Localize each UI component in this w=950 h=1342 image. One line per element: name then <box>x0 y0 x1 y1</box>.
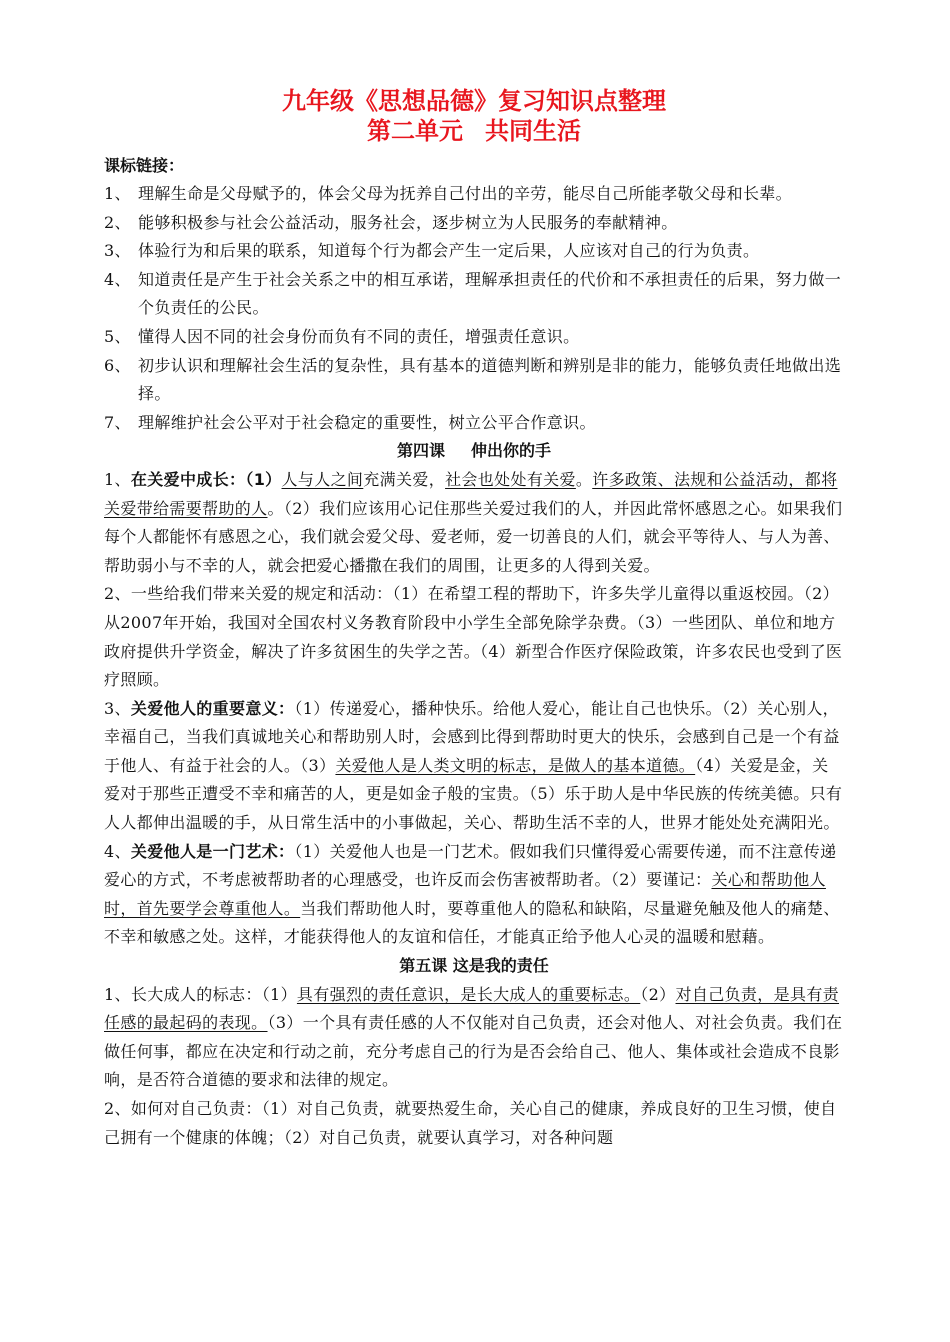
unit-subtitle: 共同生活 <box>485 117 581 145</box>
list-item: 2、 能够积极参与社会公益活动，服务社会，逐步树立为人民服务的奉献精神。 <box>104 212 678 232</box>
list-item: 1、 理解生命是父母赋予的，体会父母为抚养自己付出的辛劳，能尽自己所能孝敬父母和长辈。 <box>104 184 793 203</box>
lesson5-heading: 第五课 这是我的责任 <box>399 956 549 976</box>
lesson4-point-4: 4、关爱他人是一门艺术：（1）关爱他人也是一门艺术。假如我们只懂得爱心需要传递，而不注意传递爱心的方式，不考虑被帮助者的心理感受，也许反而会伤害被帮助者。（2）要谨记：关心和帮助他人时，首先要学会尊重他人。当我们帮助他人时，要尊重他人的隐私和缺陷，尽量避免触及他人的痛楚、不幸和敏感之处。这样，才能获得他人的友谊和信任，才能真正给予他人心灵的温暖和慰藉。 <box>104 841 840 947</box>
list-item: 7、 理解维护社会公平对于社会稳定的重要性，树立公平合作意识。 <box>104 412 596 432</box>
unit-title <box>104 116 844 146</box>
lesson4-point-2: 2、一些给我们带来关爱的规定和活动：（1）在希望工程的帮助下，许多失学儿童得以重返校园。（2）从2007年开始，我国对全国农村义务教育阶段中小学生全部免除学杂费。（3）一些团队、单位和地方政府提供升学资金，解决了许多贫困生的失学之苦。（4）新型合作医疗保险政策，许多农民也受到了医疗照顾。 <box>104 584 843 690</box>
standards-list <box>104 180 844 437</box>
lesson4-point-3: 3、关爱他人的重要意义：（1）传递爱心，播种快乐。给他人爱心，能让自己也快乐。（2）关心别人，幸福自己，当我们真诚地关心和帮助别人时，会感到比得到帮助时更大的快乐，会感到自己是一个有益于他人、有益于社会的人。（3）关爱他人是人类文明的标志，是做人的基本道德。（4）关爱是金，关爱对于那些正遭受不幸和痛苦的人，更是如金子般的宝贵。（5）乐于助人是中华民族的传统美德。只有人人都伸出温暖的手，从日常生活中的小事做起，关心、帮助生活不幸的人，世界才能处处充满阳光。 <box>104 698 843 833</box>
standards-label: 课标链接： <box>104 156 185 175</box>
lesson5-point-1: 1、长大成人的标志：（1）具有强烈的责任意识，是长大成人的重要标志。（2）对自己负责，是具有责任感的最起码的表现。（3）一个具有责任感的人不仅能对自己负责，还会对他人、对社会负责。我们在做任何事，都应在决定和行动之前，充分考虑自己的行为是否会给自己、他人、集体或社会造成不良影响，是否符合道德的要求和法律的规定。 <box>104 984 843 1090</box>
document-title: 九年级《思想品德》复习知识点整理 <box>282 87 666 115</box>
unit-name: 第二单元 <box>367 117 463 145</box>
lesson5-point-2: 2、如何对自己负责：（1）对自己负责，就要热爱生命，关心自己的健康，养成良好的卫生习惯，使自己拥有一个健康的体魄；（2）对自己负责，就要认真学习，对各种问题 <box>104 1099 837 1147</box>
document-page <box>104 86 844 1152</box>
list-item: 5、 懂得人因不同的社会身份而负有不同的责任，增强责任意识。 <box>104 326 580 346</box>
lesson4-heading: 第四课 伸出你的手 <box>396 441 552 461</box>
list-item: 3、 体验行为和后果的联系，知道每个行为都会产生一定后果，人应该对自己的行为负责。 <box>104 241 760 261</box>
list-item: 4、 知道责任是产生于社会关系之中的相互承诺，理解承担责任的代价和不承担责任的后果，努力做一个负责任的公民。 <box>104 269 842 318</box>
list-item: 6、 初步认识和理解社会生活的复杂性，具有基本的道德判断和辨别是非的能力，能够负责任地做出选择。 <box>104 355 842 404</box>
lesson4-point-1: 1、在关爱中成长：（1）人与人之间充满关爱，社会也处处有关爱。许多政策、法规和公益活动，都将关爱带给需要帮助的人。（2）我们应该用心记住那些关爱过我们的人，并因此常怀感恩之心。如果我们每个人都能怀有感恩之心，我们就会爱父母、爱老师，爱一切善良的人们，就会平等待人、与人为善、帮助弱小与不幸的人，就会把爱心播撒在我们的周围，让更多的人得到关爱。 <box>104 469 843 575</box>
